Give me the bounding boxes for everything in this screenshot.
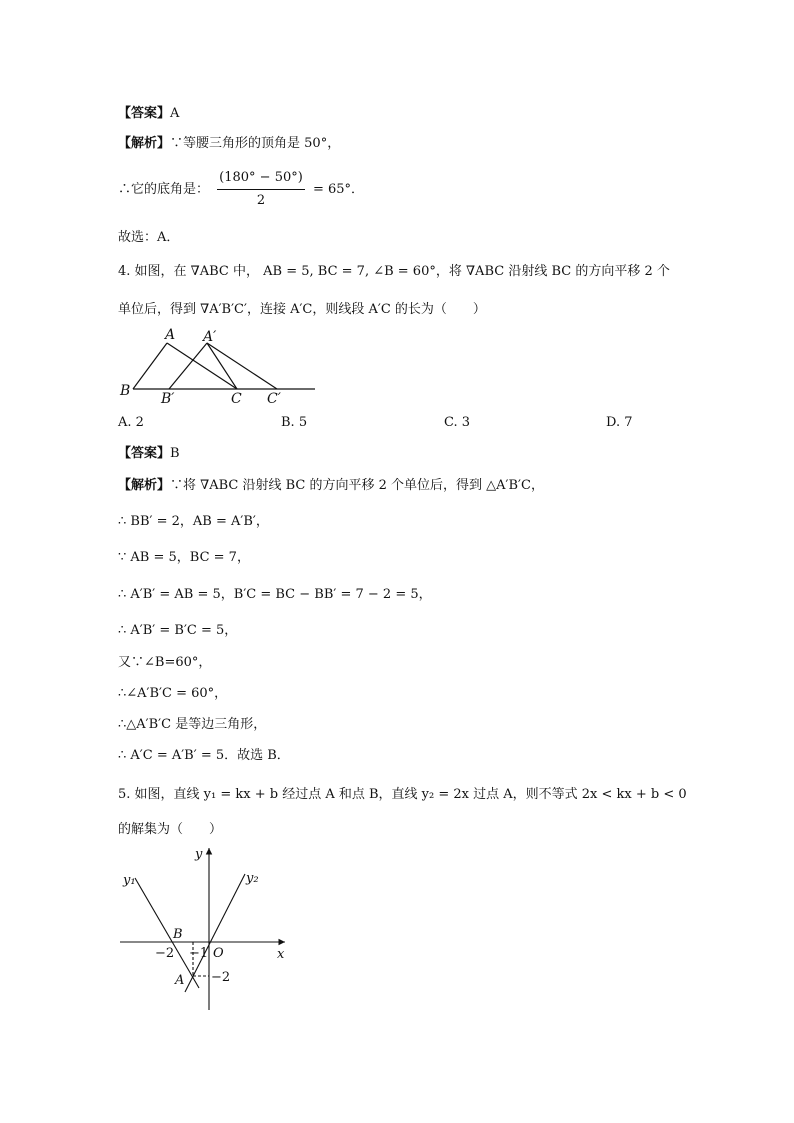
q4-analysis-line8: ∴△A′B′C 是等边三角形，	[118, 717, 267, 732]
option-b: B. 5	[281, 415, 308, 430]
answer-value: A	[170, 106, 180, 121]
answer-tag: 【答案】	[118, 446, 171, 461]
label-a: A	[165, 327, 176, 343]
analysis-text: ∵将 ∇ABC 沿射线 BC 的方向平移 2 个单位后，得到 △A′B′C，	[170, 478, 544, 493]
tick-minus-2: −2	[155, 946, 175, 961]
option-a: A. 2	[118, 415, 144, 430]
tick-minus-1: −1	[189, 946, 209, 961]
label-c-prime: C′	[267, 391, 281, 407]
q4-analysis-line9: ∴ A′C = A′B′ = 5．故选 B．	[118, 748, 290, 763]
q3-analysis-line2	[118, 168, 364, 211]
label-b: B	[120, 383, 131, 399]
label-a-prime: A′	[203, 329, 217, 345]
label-b-prime: B′	[161, 391, 175, 407]
q5-stem-line1: 5. 如图，直线 y₁ = kx + b 经过点 A 和点 B，直线 y₂ = 2x 过点 A，则不等式 2x < kx + b < 0	[118, 787, 687, 802]
line-y1	[135, 878, 199, 988]
q4-analysis-line4: ∴ A′B′ = AB = 5，B′C = BC − BB′ = 7 − 2 = 5，	[118, 587, 432, 602]
q4-analysis-line1	[118, 476, 544, 496]
label-o: O	[213, 946, 224, 961]
analysis-text: ∴它的底角是：	[118, 182, 210, 197]
option-c: C. 3	[444, 415, 471, 430]
analysis-tag: 【解析】	[118, 478, 171, 493]
fraction-numerator: (180° − 50°)	[217, 168, 305, 190]
label-y1: y₁	[123, 873, 136, 888]
label-x: x	[277, 947, 285, 962]
label-b: B	[173, 927, 183, 942]
label-c: C	[231, 391, 242, 407]
answer-value: B	[170, 446, 180, 461]
q4-analysis-line5: ∴ A′B′ = B′C = 5，	[118, 623, 238, 638]
segment-a2c2	[207, 343, 277, 389]
q5-stem-line2: 的解集为（ ）	[118, 822, 223, 837]
q5-coordinate-figure	[115, 842, 295, 1014]
q3-analysis-line3: 故选：A．	[118, 230, 180, 245]
segment-ab	[133, 343, 167, 389]
q3-analysis-line1	[118, 134, 340, 154]
q4-answer-line	[118, 444, 180, 464]
answer-tag: 【答案】	[118, 106, 171, 121]
fraction-denominator: 2	[256, 193, 266, 208]
q4-stem-line2: 单位后，得到 ∇A′B′C′，连接 A′C，则线段 A′C 的长为（ ）	[118, 302, 486, 317]
q4-analysis-line6: 又∵∠B=60°，	[118, 655, 212, 670]
analysis-text: ∵等腰三角形的顶角是 50°，	[170, 136, 341, 151]
q4-analysis-line2: ∴ BB′ = 2，AB = A′B′，	[118, 514, 269, 529]
q4-stem-line1: 4. 如图，在 ∇ABC 中， AB = 5, BC = 7, ∠B = 60°，将 ∇ABC 沿射线 BC 的方向平移 2 个	[118, 264, 670, 279]
q4-analysis-line3: ∵ AB = 5，BC = 7，	[118, 550, 250, 565]
segment-a2c	[207, 343, 237, 389]
analysis-tag: 【解析】	[118, 136, 171, 151]
label-y2: y₂	[246, 871, 259, 886]
label-y: y	[195, 847, 203, 862]
label-a: A	[175, 973, 185, 988]
q4-analysis-line7: ∴∠A′B′C = 60°，	[118, 686, 228, 701]
tick-y-minus-2: −2	[211, 970, 231, 985]
q4-translation-figure	[115, 325, 320, 410]
q3-answer-line	[118, 104, 179, 124]
fraction	[217, 168, 305, 211]
option-d: D. 7	[606, 415, 633, 430]
analysis-text: = 65°．	[312, 182, 365, 197]
